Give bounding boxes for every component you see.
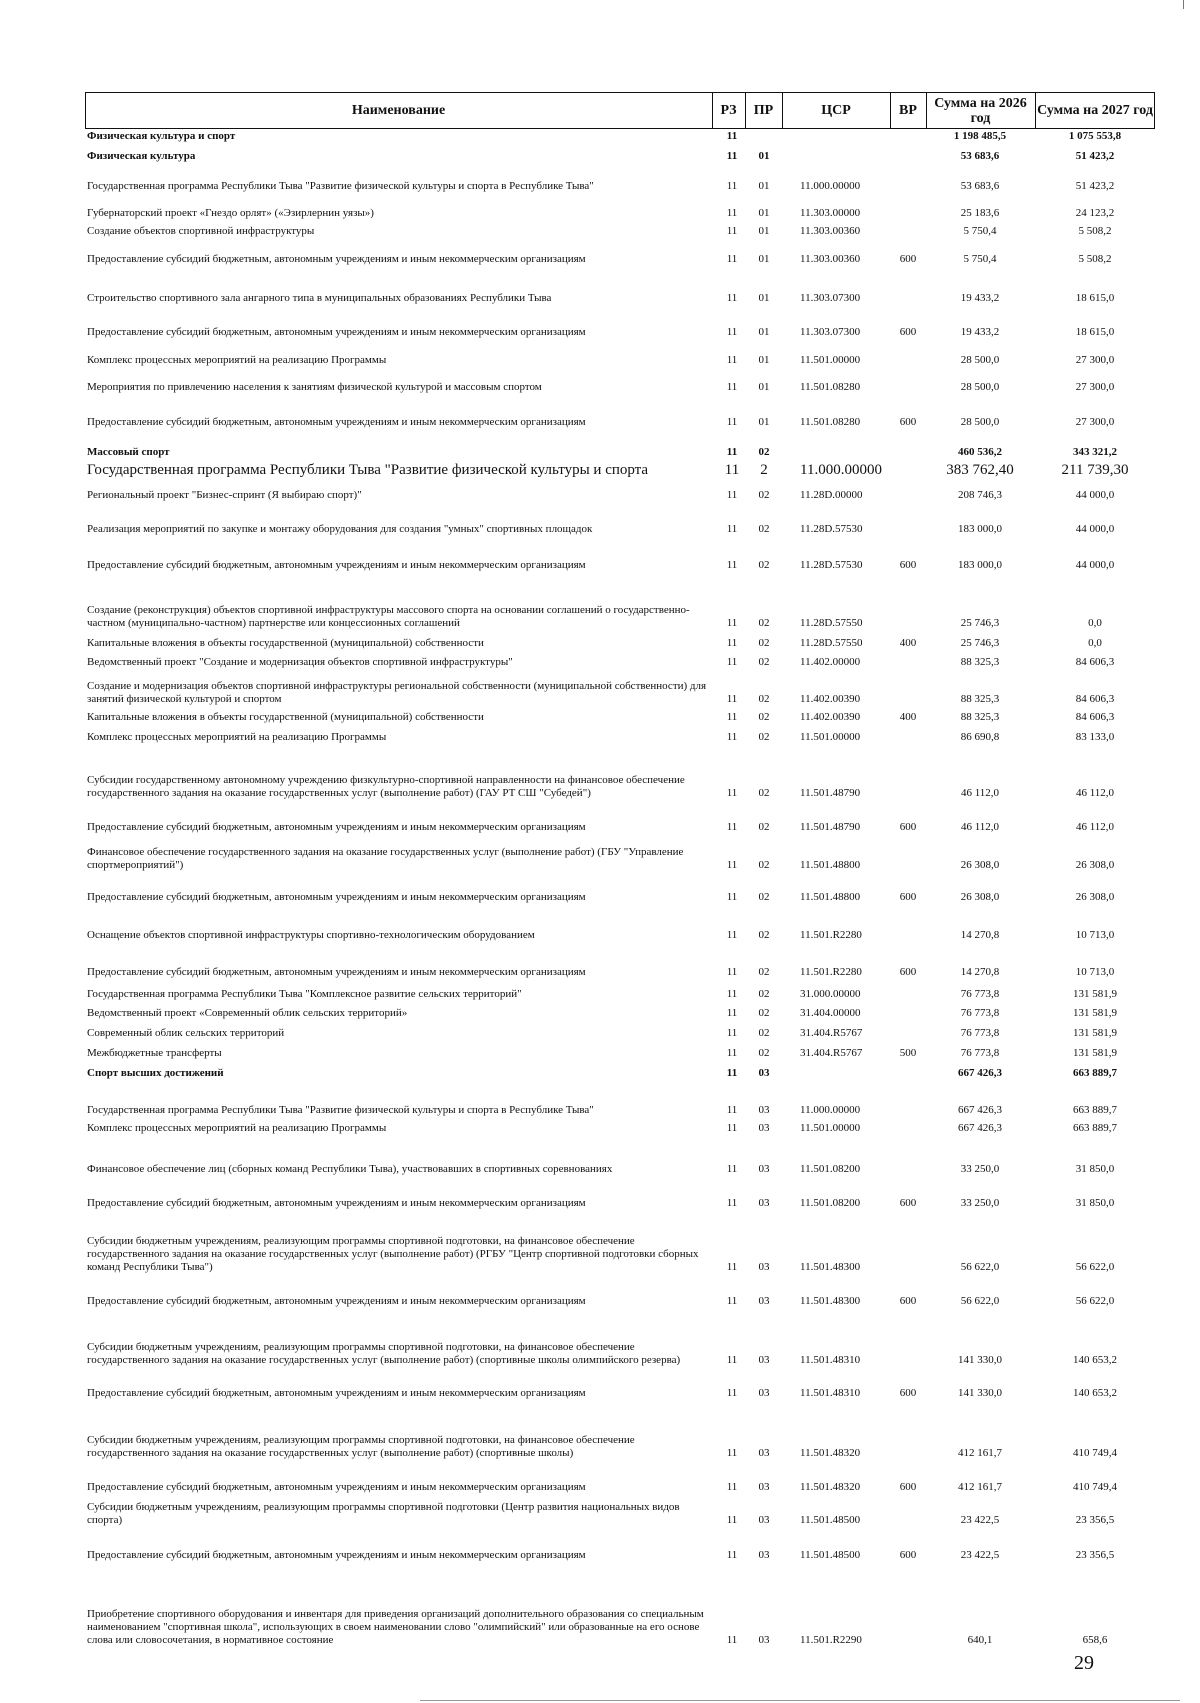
row-pr: 02: [758, 787, 770, 799]
row-sum-2026: 88 325,3: [960, 711, 1000, 723]
row-csr: 11.303.07300: [800, 326, 861, 338]
row-csr: 11.501.00000: [800, 731, 861, 743]
row-csr: 11.501.R2290: [800, 1634, 862, 1646]
row-pr: 01: [758, 354, 770, 366]
row-sum-2027: 44 000,0: [1075, 523, 1115, 535]
row-pr: 02: [758, 859, 770, 871]
row-sum-2027: 27 300,0: [1075, 381, 1115, 393]
row-sum-2026: 28 500,0: [960, 381, 1000, 393]
row-pr: 03: [758, 1447, 770, 1459]
row-sum-2027: 10 713,0: [1075, 929, 1115, 941]
row-pr: 02: [758, 731, 770, 743]
row-rz: 11: [726, 1354, 738, 1366]
row-csr: 11.402.00390: [800, 693, 861, 705]
row-sum-2026: 46 112,0: [960, 787, 1000, 799]
row-csr: 11.28D.00000: [800, 489, 863, 501]
row-rz: 11: [726, 150, 738, 162]
row-sum-2027: 46 112,0: [1075, 787, 1115, 799]
row-sum-2027: 26 308,0: [1075, 859, 1115, 871]
row-name: Предоставление субсидий бюджетным, автономным учреждениям и иным некоммерческим организациям: [87, 1197, 586, 1209]
row-sum-2027: 10 713,0: [1075, 966, 1115, 978]
row-sum-2027: 131 581,9: [1073, 988, 1117, 1000]
row-name: Предоставление субсидий бюджетным, автономным учреждениям и иным некоммерческим организациям: [87, 326, 586, 338]
row-sum-2026: 25 183,6: [960, 207, 1000, 219]
row-pr: 03: [758, 1197, 770, 1209]
row-vr: 600: [899, 1549, 917, 1561]
row-sum-2026: 412 161,7: [958, 1481, 1002, 1493]
row-sum-2026: 14 270,8: [960, 966, 1000, 978]
row-csr: 11.501.48310: [800, 1354, 861, 1366]
header-name: Наименование: [351, 103, 446, 118]
row-sum-2027: 5 508,2: [1078, 225, 1112, 237]
row-rz: 11: [726, 559, 738, 571]
row-rz: 11: [726, 1481, 738, 1493]
row-rz: 11: [724, 462, 740, 478]
header-sum-2026: Сумма на 2026 год: [934, 95, 1027, 126]
row-pr: 01: [758, 207, 770, 219]
row-pr: 03: [758, 1514, 770, 1526]
row-sum-2027: 343 321,2: [1073, 446, 1117, 458]
row-sum-2026: 460 536,2: [958, 446, 1002, 458]
row-sum-2027: 5 508,2: [1078, 253, 1112, 265]
row-sum-2026: 667 426,3: [958, 1104, 1002, 1116]
row-pr: 02: [758, 711, 770, 723]
row-pr: 02: [758, 489, 770, 501]
row-csr: 11.28D.57530: [800, 559, 863, 571]
row-rz: 11: [726, 253, 738, 265]
row-name: Предоставление субсидий бюджетным, автономным учреждениям и иным некоммерческим организациям: [87, 891, 586, 903]
row-csr: 11.501.08280: [800, 381, 861, 393]
row-sum-2027: 663 889,7: [1073, 1067, 1117, 1079]
row-vr: 500: [899, 1047, 917, 1059]
row-csr: 11.501.00000: [800, 354, 861, 366]
row-rz: 11: [726, 1549, 738, 1561]
row-sum-2027: 410 749,4: [1073, 1447, 1117, 1459]
row-sum-2026: 76 773,8: [960, 988, 1000, 1000]
row-sum-2026: 76 773,8: [960, 1047, 1000, 1059]
row-rz: 11: [726, 711, 738, 723]
row-rz: 11: [726, 1295, 738, 1307]
row-vr: 600: [899, 1197, 917, 1209]
row-rz: 11: [726, 416, 738, 428]
row-sum-2026: 383 762,40: [946, 462, 1014, 478]
row-sum-2027: 84 606,3: [1075, 656, 1115, 668]
row-pr: 01: [758, 326, 770, 338]
row-pr: 01: [758, 150, 770, 162]
page-number: 29: [1074, 1652, 1094, 1674]
row-rz: 11: [726, 1027, 738, 1039]
row-pr: 03: [758, 1067, 770, 1079]
row-rz: 11: [726, 787, 738, 799]
row-name: Мероприятия по привлечению населения к занятиям физической культурой и массовым спортом: [87, 381, 542, 393]
row-name: Губернаторский проект «Гнездо орлят» («Эзирлернин уязы»): [87, 207, 374, 219]
row-pr: 01: [758, 416, 770, 428]
row-name: Физическая культура: [87, 150, 196, 162]
row-csr: 11.28D.57550: [800, 637, 863, 649]
row-pr: 03: [758, 1549, 770, 1561]
row-sum-2026: 46 112,0: [960, 821, 1000, 833]
row-name: Финансовое обеспечение государственного задания на оказание государственных услуг (выполнение работ) (ГБУ "Управление спортмероприятий"): [87, 846, 684, 871]
row-csr: 11.501.08280: [800, 416, 861, 428]
row-rz: 11: [726, 1634, 738, 1646]
row-csr: 11.501.48320: [800, 1481, 861, 1493]
row-rz: 11: [726, 731, 738, 743]
row-sum-2027: 658,6: [1082, 1634, 1108, 1646]
row-vr: 600: [899, 966, 917, 978]
row-csr: 11.501.08200: [800, 1163, 861, 1175]
row-csr: 11.501.48500: [800, 1549, 861, 1561]
row-pr: 02: [758, 929, 770, 941]
row-name: Субсидии бюджетным учреждениям, реализующим программы спортивной подготовки, на финансовое обеспечение государственного задания на оказание государственных услуг (выполнение работ) (спортивные школы олимпийского резерва): [87, 1341, 681, 1366]
row-sum-2026: 26 308,0: [960, 859, 1000, 871]
row-pr: 01: [758, 381, 770, 393]
row-sum-2026: 208 746,3: [958, 489, 1002, 501]
row-sum-2027: 18 615,0: [1075, 326, 1115, 338]
row-csr: 11.402.00000: [800, 656, 861, 668]
row-name: Массовый спорт: [87, 446, 170, 458]
row-name: Реализация мероприятий по закупке и монтажу оборудования для создания "умных" спортивных площадок: [87, 523, 593, 535]
row-name: Предоставление субсидий бюджетным, автономным учреждениям и иным некоммерческим организациям: [87, 1549, 586, 1561]
row-csr: 11.501.R2280: [800, 929, 862, 941]
row-name: Комплекс процессных мероприятий на реализацию Программы: [87, 1122, 387, 1134]
row-sum-2026: 26 308,0: [960, 891, 1000, 903]
row-sum-2027: 84 606,3: [1075, 711, 1115, 723]
row-sum-2027: 140 653,2: [1073, 1354, 1117, 1366]
row-pr: 02: [758, 446, 770, 458]
row-rz: 11: [726, 1387, 738, 1399]
row-rz: 11: [726, 1447, 738, 1459]
row-rz: 11: [726, 446, 738, 458]
row-pr: 03: [758, 1122, 770, 1134]
row-csr: 11.501.48800: [800, 859, 861, 871]
row-rz: 11: [726, 207, 738, 219]
row-pr: 02: [758, 693, 770, 705]
row-sum-2027: 27 300,0: [1075, 354, 1115, 366]
row-rz: 11: [726, 381, 738, 393]
row-name: Современный облик сельских территорий: [87, 1027, 285, 1039]
row-name: Предоставление субсидий бюджетным, автономным учреждениям и иным некоммерческим организациям: [87, 1295, 586, 1307]
row-vr: 600: [899, 1481, 917, 1493]
row-vr: 400: [899, 637, 917, 649]
row-sum-2026: 88 325,3: [960, 693, 1000, 705]
row-rz: 11: [726, 1007, 738, 1019]
row-rz: 11: [726, 929, 738, 941]
row-csr: 31.404.R5767: [800, 1047, 863, 1059]
header-sum-2027: Сумма на 2027 год: [1037, 103, 1153, 118]
row-sum-2027: 44 000,0: [1075, 559, 1115, 571]
row-name: Создание (реконструкция) объектов спортивной инфраструктуры массового спорта на основании соглашений о государственно-частном (муниципально-частном) партнерстве или концессионных соглашений: [87, 604, 690, 629]
row-name: Государственная программа Республики Тыва "Комплексное развитие сельских территорий": [87, 988, 522, 1000]
row-pr: 03: [758, 1481, 770, 1493]
row-name: Предоставление субсидий бюджетным, автономным учреждениям и иным некоммерческим организациям: [87, 821, 586, 833]
row-name: Капитальные вложения в объекты государственной (муниципальной) собственности: [87, 637, 484, 649]
row-rz: 11: [726, 1047, 738, 1059]
row-sum-2026: 88 325,3: [960, 656, 1000, 668]
row-sum-2027: 211 739,30: [1061, 462, 1129, 478]
row-sum-2026: 86 690,8: [960, 731, 1000, 743]
row-rz: 11: [726, 637, 738, 649]
row-sum-2027: 56 622,0: [1075, 1295, 1115, 1307]
row-rz: 11: [726, 1104, 738, 1116]
row-rz: 11: [726, 1514, 738, 1526]
row-sum-2026: 14 270,8: [960, 929, 1000, 941]
row-csr: 11.501.48300: [800, 1261, 861, 1273]
row-sum-2026: 53 683,6: [960, 150, 1000, 162]
row-rz: 11: [726, 354, 738, 366]
row-pr: 02: [758, 559, 770, 571]
row-csr: 11.501.48300: [800, 1295, 861, 1307]
row-rz: 11: [726, 656, 738, 668]
row-rz: 11: [726, 1163, 738, 1175]
row-rz: 11: [726, 988, 738, 1000]
row-name: Создание объектов спортивной инфраструктуры: [87, 225, 315, 237]
row-csr: 31.404.R5767: [800, 1027, 863, 1039]
row-rz: 11: [726, 326, 738, 338]
row-sum-2026: 640,1: [967, 1634, 993, 1646]
row-pr: 02: [758, 966, 770, 978]
row-pr: 02: [758, 821, 770, 833]
row-pr: 03: [758, 1104, 770, 1116]
row-csr: 11.501.48320: [800, 1447, 861, 1459]
row-sum-2026: 76 773,8: [960, 1027, 1000, 1039]
row-csr: 11.501.R2280: [800, 966, 862, 978]
row-pr: 03: [758, 1387, 770, 1399]
row-sum-2027: 26 308,0: [1075, 891, 1115, 903]
row-sum-2026: 56 622,0: [960, 1261, 1000, 1273]
row-name: Строительство спортивного зала ангарного типа в муниципальных образованиях Республики Тыва: [87, 292, 552, 304]
row-pr: 02: [758, 1027, 770, 1039]
row-pr: 03: [758, 1261, 770, 1273]
row-sum-2026: 141 330,0: [958, 1387, 1002, 1399]
row-csr: 11.501.48790: [800, 821, 861, 833]
row-name: Предоставление субсидий бюджетным, автономным учреждениям и иным некоммерческим организациям: [87, 1481, 586, 1493]
row-sum-2027: 27 300,0: [1075, 416, 1115, 428]
row-sum-2026: 183 000,0: [958, 559, 1002, 571]
row-name: Государственная программа Республики Тыва "Развитие физической культуры и спорта: [87, 462, 649, 478]
row-rz: 11: [726, 489, 738, 501]
row-sum-2026: 1 198 485,5: [953, 130, 1007, 142]
row-csr: 11.000.00000: [800, 180, 861, 192]
row-pr: 03: [758, 1163, 770, 1175]
row-sum-2027: 140 653,2: [1073, 1387, 1117, 1399]
row-sum-2027: 46 112,0: [1075, 821, 1115, 833]
bottom-rule: [420, 1700, 1180, 1701]
row-pr: 02: [758, 988, 770, 1000]
row-sum-2026: 667 426,3: [958, 1122, 1002, 1134]
row-sum-2026: 19 433,2: [960, 292, 1000, 304]
row-pr: 03: [758, 1295, 770, 1307]
row-name: Предоставление субсидий бюджетным, автономным учреждениям и иным некоммерческим организациям: [87, 1387, 586, 1399]
row-pr: 01: [758, 253, 770, 265]
row-sum-2027: 83 133,0: [1075, 731, 1115, 743]
row-csr: 11.501.48790: [800, 787, 861, 799]
row-pr: 01: [758, 180, 770, 192]
row-name: Межбюджетные трансферты: [87, 1047, 222, 1059]
row-name: Приобретение спортивного оборудования и инвентаря для приведения организаций дополнительного образования со специальным наименованием "спортивная школа", использующих в своем наименовании слово "олимпийский" или образованные на его основе слова или словосочетания, в нормативное состояние: [87, 1608, 704, 1646]
row-sum-2026: 76 773,8: [960, 1007, 1000, 1019]
row-sum-2027: 23 356,5: [1075, 1549, 1115, 1561]
row-name: Капитальные вложения в объекты государственной (муниципальной) собственности: [87, 711, 484, 723]
row-vr: 600: [899, 253, 917, 265]
row-vr: 600: [899, 1387, 917, 1399]
row-name: Предоставление субсидий бюджетным, автономным учреждениям и иным некоммерческим организациям: [87, 559, 586, 571]
row-csr: 11.501.48500: [800, 1514, 861, 1526]
row-sum-2026: 23 422,5: [960, 1549, 1000, 1561]
row-pr: 03: [758, 1634, 770, 1646]
row-name: Комплекс процессных мероприятий на реализацию Программы: [87, 731, 387, 743]
row-sum-2027: 56 622,0: [1075, 1261, 1115, 1273]
row-sum-2026: 25 746,3: [960, 637, 1000, 649]
row-csr: 31.404.00000: [800, 1007, 861, 1019]
row-sum-2026: 19 433,2: [960, 326, 1000, 338]
row-sum-2026: 5 750,4: [963, 253, 997, 265]
row-rz: 11: [726, 966, 738, 978]
row-csr: 11.000.00000: [800, 462, 882, 478]
row-pr: 02: [758, 523, 770, 535]
header-vr: ВР: [899, 103, 917, 118]
row-sum-2026: 33 250,0: [960, 1197, 1000, 1209]
row-pr: 01: [758, 292, 770, 304]
row-name: Предоставление субсидий бюджетным, автономным учреждениям и иным некоммерческим организациям: [87, 966, 586, 978]
header-rz: РЗ: [720, 103, 737, 118]
row-sum-2027: 663 889,7: [1073, 1104, 1117, 1116]
row-sum-2027: 0,0: [1088, 637, 1102, 649]
row-rz: 11: [726, 1197, 738, 1209]
row-name: Государственная программа Республики Тыва "Развитие физической культуры и спорта в Республике Тыва": [87, 1104, 594, 1116]
row-rz: 11: [726, 1261, 738, 1273]
row-csr: 11.28D.57550: [800, 617, 863, 629]
row-csr: 31.000.00000: [800, 988, 861, 1000]
row-rz: 11: [726, 1122, 738, 1134]
row-name: Субсидии бюджетным учреждениям, реализующим программы спортивной подготовки, на финансовое обеспечение государственного задания на оказание государственных услуг (выполнение работ) (спортивные школы): [87, 1434, 635, 1459]
row-sum-2027: 131 581,9: [1073, 1007, 1117, 1019]
row-vr: 600: [899, 326, 917, 338]
row-sum-2027: 410 749,4: [1073, 1481, 1117, 1493]
row-rz: 11: [726, 859, 738, 871]
row-csr: 11.402.00390: [800, 711, 861, 723]
row-sum-2027: 31 850,0: [1075, 1197, 1115, 1209]
row-pr: 01: [758, 225, 770, 237]
row-pr: 03: [758, 1354, 770, 1366]
row-sum-2026: 56 622,0: [960, 1295, 1000, 1307]
row-name: Оснащение объектов спортивной инфраструктуры спортивно-технологическим оборудованием: [87, 929, 535, 941]
row-rz: 11: [726, 130, 738, 142]
row-name: Создание и модернизация объектов спортивной инфраструктуры региональной собственности (муниципальной собственности) для занятий физической культурой и спортом: [87, 680, 707, 705]
row-sum-2026: 53 683,6: [960, 180, 1000, 192]
row-name: Предоставление субсидий бюджетным, автономным учреждениям и иным некоммерческим организациям: [87, 253, 586, 265]
row-rz: 11: [726, 821, 738, 833]
row-pr: 2: [760, 462, 768, 478]
row-rz: 11: [726, 617, 738, 629]
row-sum-2027: 44 000,0: [1075, 489, 1115, 501]
row-vr: 600: [899, 821, 917, 833]
row-pr: 02: [758, 1007, 770, 1019]
row-sum-2027: 18 615,0: [1075, 292, 1115, 304]
row-sum-2026: 5 750,4: [963, 225, 997, 237]
row-sum-2026: 183 000,0: [958, 523, 1002, 535]
row-sum-2026: 141 330,0: [958, 1354, 1002, 1366]
row-rz: 11: [726, 292, 738, 304]
row-sum-2027: 24 123,2: [1075, 207, 1115, 219]
row-sum-2026: 25 746,3: [960, 617, 1000, 629]
row-vr: 600: [899, 891, 917, 903]
row-name: Ведомственный проект «Современный облик сельских территорий»: [87, 1007, 408, 1019]
row-pr: 02: [758, 1047, 770, 1059]
row-name: Региональный проект "Бизнес-спринт (Я выбираю спорт)": [87, 489, 362, 501]
row-sum-2026: 28 500,0: [960, 354, 1000, 366]
row-csr: 11.501.00000: [800, 1122, 861, 1134]
row-rz: 11: [726, 693, 738, 705]
row-sum-2026: 667 426,3: [958, 1067, 1002, 1079]
row-name: Субсидии бюджетным учреждениям, реализующим программы спортивной подготовки (Центр развития национальных видов спорта): [87, 1501, 680, 1526]
row-csr: 11.501.48800: [800, 891, 861, 903]
row-csr: 11.000.00000: [800, 1104, 861, 1116]
row-pr: 02: [758, 637, 770, 649]
row-vr: 600: [899, 416, 917, 428]
row-sum-2027: 131 581,9: [1073, 1047, 1117, 1059]
row-sum-2026: 23 422,5: [960, 1514, 1000, 1526]
row-sum-2027: 51 423,2: [1075, 150, 1115, 162]
row-sum-2026: 412 161,7: [958, 1447, 1002, 1459]
row-sum-2027: 663 889,7: [1073, 1122, 1117, 1134]
header-csr: ЦСР: [821, 103, 851, 118]
row-vr: 600: [899, 1295, 917, 1307]
row-sum-2026: 33 250,0: [960, 1163, 1000, 1175]
row-sum-2027: 1 075 553,8: [1068, 130, 1122, 142]
row-csr: 11.501.48310: [800, 1387, 861, 1399]
row-csr: 11.303.07300: [800, 292, 861, 304]
row-sum-2026: 28 500,0: [960, 416, 1000, 428]
row-rz: 11: [726, 225, 738, 237]
row-sum-2027: 51 423,2: [1075, 180, 1115, 192]
row-name: Комплекс процессных мероприятий на реализацию Программы: [87, 354, 387, 366]
row-name: Ведомственный проект "Создание и модернизация объектов спортивной инфраструктуры": [87, 656, 513, 668]
row-sum-2027: 23 356,5: [1075, 1514, 1115, 1526]
row-name: Субсидии бюджетным учреждениям, реализующим программы спортивной подготовки, на финансовое обеспечение государственного задания на оказание государственных услуг (выполнение работ) (РГБУ "Центр спортивной подготовки сборных команд Республики Тыва"): [87, 1235, 699, 1273]
row-csr: 11.28D.57530: [800, 523, 863, 535]
row-rz: 11: [726, 891, 738, 903]
row-name: Государственная программа Республики Тыва "Развитие физической культуры и спорта в Республике Тыва": [87, 180, 594, 192]
row-name: Финансовое обеспечение лиц (сборных команд Республики Тыва), участвовавших в спортивных соревнованиях: [87, 1163, 613, 1175]
row-sum-2027: 131 581,9: [1073, 1027, 1117, 1039]
row-sum-2027: 31 850,0: [1075, 1163, 1115, 1175]
row-name: Предоставление субсидий бюджетным, автономным учреждениям и иным некоммерческим организациям: [87, 416, 586, 428]
row-pr: 02: [758, 656, 770, 668]
row-name: Спорт высших достижений: [87, 1067, 224, 1079]
row-vr: 600: [899, 559, 917, 571]
header-pr: ПР: [753, 103, 774, 118]
row-vr: 400: [899, 711, 917, 723]
row-name: Физическая культура и спорт: [87, 130, 236, 142]
row-sum-2027: 0,0: [1088, 617, 1102, 629]
row-rz: 11: [726, 523, 738, 535]
row-sum-2027: 84 606,3: [1075, 693, 1115, 705]
row-csr: 11.303.00000: [800, 207, 861, 219]
row-pr: 02: [758, 891, 770, 903]
row-name: Субсидии государственному автономному учреждению физкультурно-спортивной направленности на финансовое обеспечение государственного задания на оказание государственных услуг (выполнение работ) (ГАУ РТ СШ "Субедей"): [87, 774, 685, 799]
row-pr: 02: [758, 617, 770, 629]
row-csr: 11.303.00360: [800, 225, 861, 237]
row-rz: 11: [726, 180, 738, 192]
row-csr: 11.501.08200: [800, 1197, 861, 1209]
row-rz: 11: [726, 1067, 738, 1079]
row-csr: 11.303.00360: [800, 253, 861, 265]
